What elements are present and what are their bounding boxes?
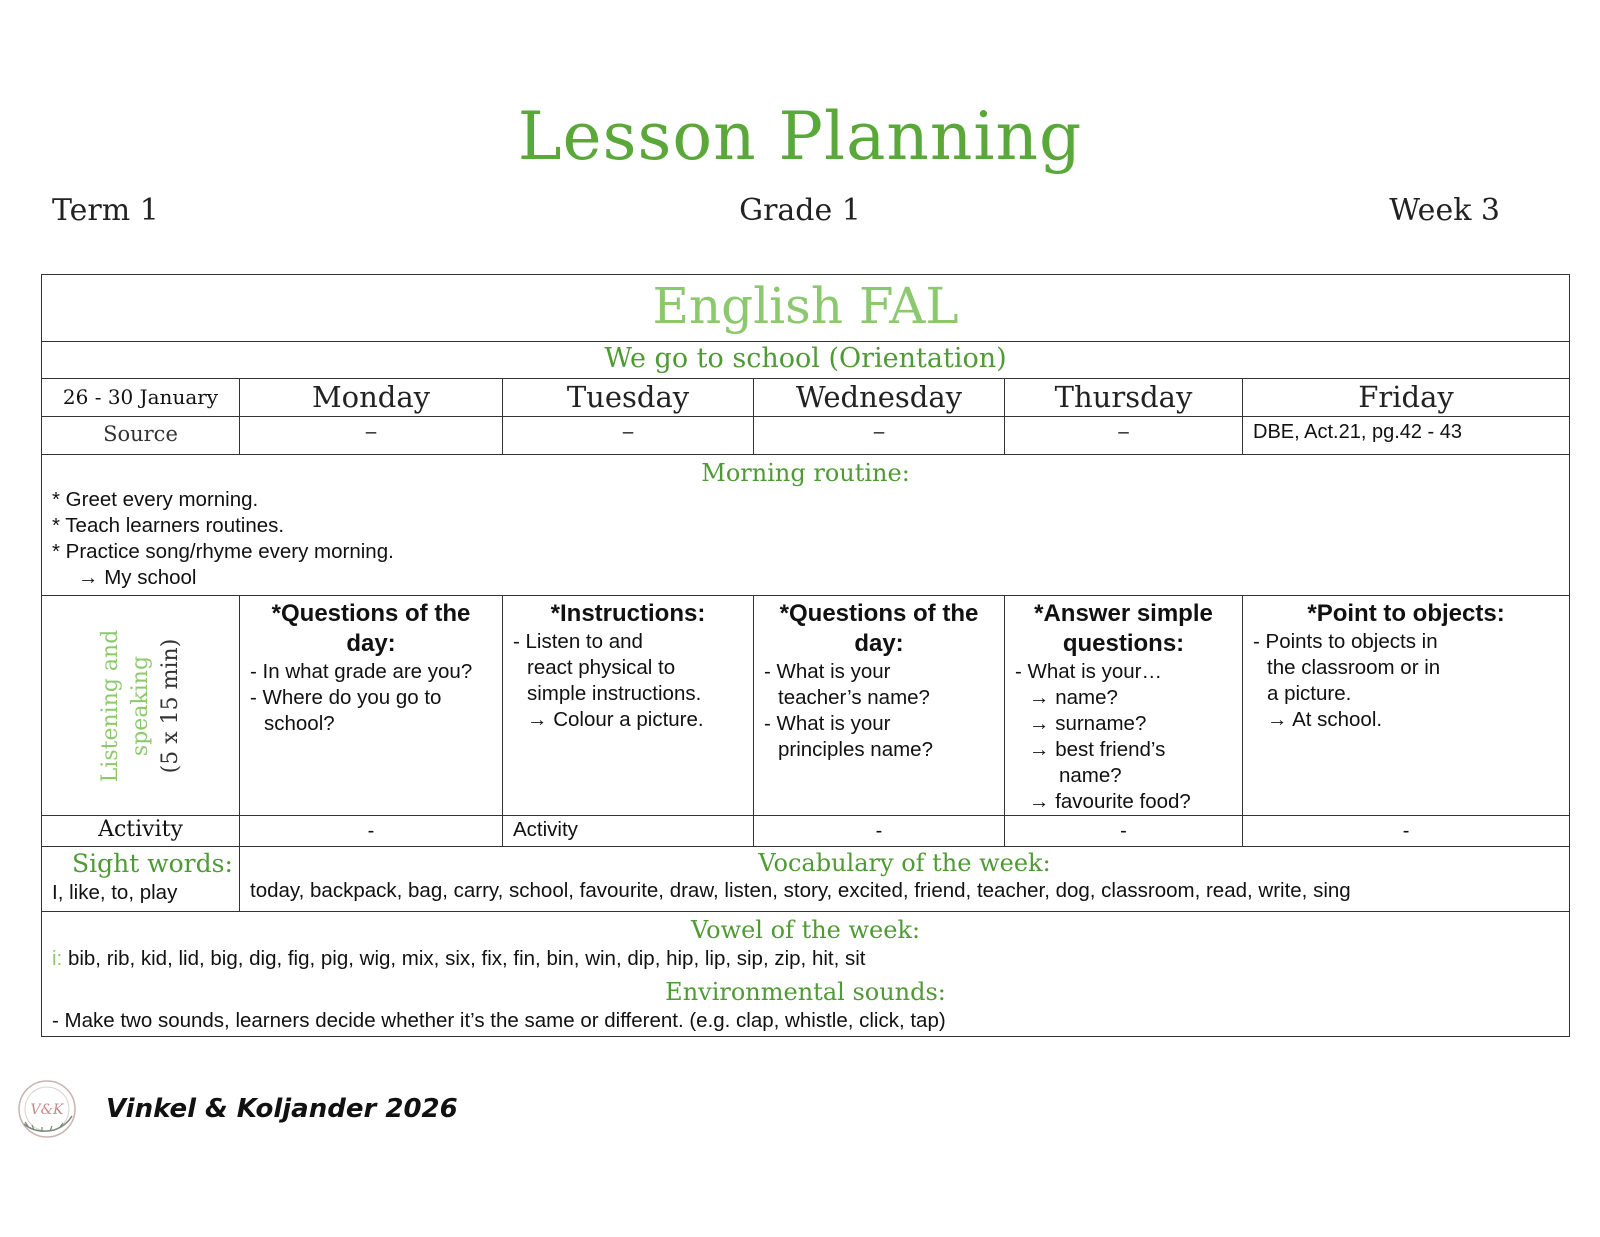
day-header-row: [42, 379, 1570, 417]
listening-tuesday: [503, 596, 754, 816]
day-friday: Friday: [1243, 379, 1570, 417]
subject-title: English FAL: [42, 275, 1570, 342]
listening-wednesday: [754, 596, 1005, 816]
sight-words-cell: [42, 847, 240, 912]
morning-routine-heading: Morning routine:: [701, 459, 910, 487]
activity-wednesday: -: [754, 816, 1005, 847]
source-wednesday: –: [754, 417, 1005, 455]
listening-friday-heading: *Point to objects:: [1307, 600, 1505, 627]
listening-monday-heading: *Questions of the day:: [271, 600, 471, 657]
source-label: Source: [42, 417, 240, 455]
day-wednesday: Wednesday: [754, 379, 1005, 417]
listening-line: react physical to: [527, 656, 676, 679]
routine-item: → My school: [78, 566, 197, 589]
activity-row: [42, 816, 1570, 847]
source-thursday: –: [1005, 417, 1243, 455]
routine-item: * Practice song/rhyme every morning.: [52, 540, 394, 563]
environmental-text: - Make two sounds, learners decide whether it’s the same or different. (e.g. clap, whistle, click, tap): [52, 1009, 946, 1032]
grade-label: Grade 1: [739, 193, 861, 228]
listening-label-line2: speaking: [127, 655, 153, 756]
theme-title: We go to school (Orientation): [42, 342, 1570, 379]
listening-line: → name?: [1029, 686, 1118, 709]
listening-monday: [240, 596, 503, 816]
listening-label-duration: (5 x 15 min): [157, 638, 183, 773]
listening-wednesday-heading: *Questions of the day:: [779, 600, 979, 657]
listening-line: - In what grade are you?: [250, 660, 473, 683]
listening-label-line1: Listening and: [97, 629, 123, 782]
sight-words-list: I, like, to, play: [52, 881, 178, 904]
sight-words-heading: Sight words:: [72, 849, 233, 878]
listening-line: - Where do you go to: [250, 686, 442, 709]
week-label: Week 3: [1389, 193, 1500, 228]
activity-friday: -: [1243, 816, 1570, 847]
vowel-heading: Vowel of the week:: [690, 916, 921, 944]
vocabulary-cell: [240, 847, 1570, 912]
listening-thursday: [1005, 596, 1243, 816]
activity-thursday: -: [1005, 816, 1243, 847]
vowel-words: bib, rib, kid, lid, big, dig, fig, pig, wig, mix, six, fix, fin, bin, win, dip, hip, lip, sip, zip, hit, sit: [62, 947, 866, 970]
listening-thursday-heading: *Answer simple questions:: [1034, 600, 1213, 657]
activity-tuesday: Activity: [503, 816, 754, 847]
morning-routine-section: [42, 455, 1570, 596]
vowel-words-line: [42, 944, 1569, 974]
activity-monday: -: [240, 816, 503, 847]
listening-line: → best friend’s: [1029, 738, 1166, 761]
logo-monogram: V&K: [30, 1102, 64, 1118]
vocabulary-heading: Vocabulary of the week:: [758, 849, 1051, 877]
routine-item: * Greet every morning.: [52, 488, 259, 511]
listening-line: principles name?: [778, 738, 933, 761]
listening-line: teacher’s name?: [778, 686, 930, 709]
listening-line: - What is your: [764, 660, 891, 683]
morning-routine-list: [42, 487, 1569, 591]
day-tuesday: Tuesday: [503, 379, 754, 417]
brand-logo: [14, 1076, 80, 1142]
source-friday: DBE, Act.21, pg.42 - 43: [1243, 417, 1570, 455]
listening-line: → At school.: [1267, 708, 1383, 731]
listening-speaking-row: [42, 596, 1570, 816]
lesson-plan-table: [41, 274, 1570, 1037]
source-row: [42, 417, 1570, 455]
listening-speaking-label: [96, 629, 186, 782]
footer-credit: Vinkel & Koljander 2026: [106, 1094, 458, 1124]
listening-line: - Points to objects in: [1253, 630, 1438, 653]
listening-line: name?: [1059, 764, 1122, 787]
source-tuesday: –: [503, 417, 754, 455]
routine-item: * Teach learners routines.: [52, 514, 285, 537]
listening-line: the classroom or in: [1267, 656, 1441, 679]
activity-label: Activity: [42, 816, 240, 847]
phonics-section: [42, 912, 1570, 1037]
listening-line: - What is your: [764, 712, 891, 735]
vocabulary-list: today, backpack, bag, carry, school, favourite, draw, listen, story, excited, friend, teacher, dog, classroom, read, write, sing: [250, 879, 1351, 902]
listening-line: → favourite food?: [1029, 790, 1191, 813]
listening-friday: [1243, 596, 1570, 816]
listening-tuesday-heading: *Instructions:: [550, 600, 706, 627]
listening-speaking-label-cell: [42, 596, 240, 816]
day-thursday: Thursday: [1005, 379, 1243, 417]
day-monday: Monday: [240, 379, 503, 417]
listening-line: → surname?: [1029, 712, 1147, 735]
listening-line: - What is your…: [1015, 660, 1162, 683]
listening-line: → Colour a picture.: [527, 708, 704, 731]
vowel-letter: i:: [52, 947, 63, 970]
date-range: 26 - 30 January: [42, 379, 240, 417]
listening-line: simple instructions.: [527, 682, 702, 705]
listening-line: - Listen to and: [513, 630, 643, 653]
source-monday: –: [240, 417, 503, 455]
listening-line: a picture.: [1267, 682, 1352, 705]
words-row: [42, 847, 1570, 912]
listening-line: school?: [264, 712, 335, 735]
page-title: Lesson Planning: [517, 98, 1083, 175]
term-label: Term 1: [52, 193, 159, 228]
environmental-heading: Environmental sounds:: [665, 978, 946, 1006]
